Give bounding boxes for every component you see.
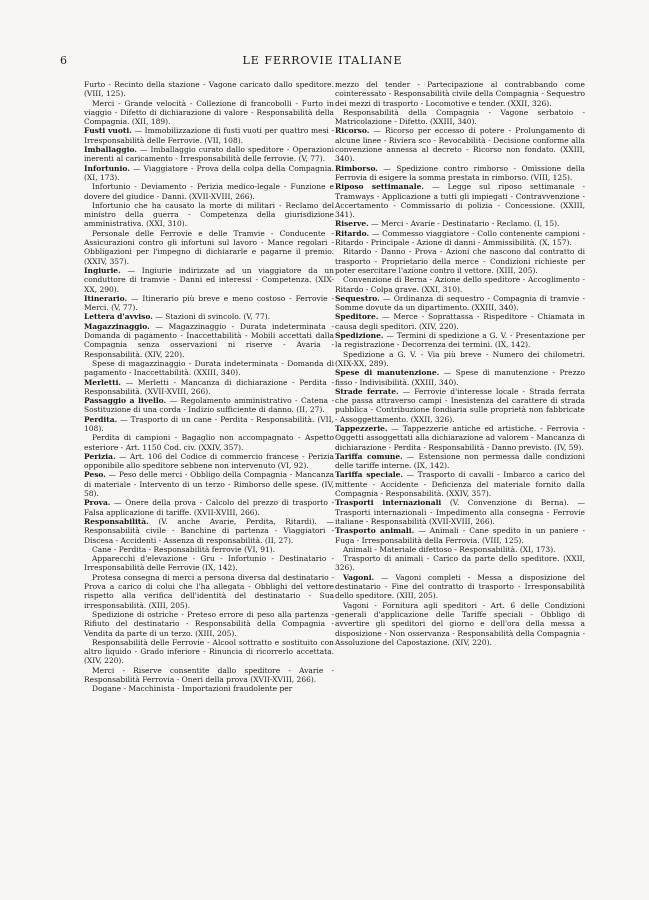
entry-text: — Estensione non permessa dalle condizioni delle tariffe interne. (IX, 142).: [335, 451, 585, 471]
entry-text: Dogane - Macchinista - Importazioni fraudolente per: [92, 684, 293, 694]
entry-text: — Immobilizzazione di fusti vuoti per quattro mesi - Irresponsabilità delle Ferrovie. (VII, 108).: [84, 126, 334, 145]
index-entry: [84, 99, 334, 127]
entry-text: — Tappezzerie antiche ed artistiche. - Ferrovia - Oggetti assoggettati alla dichiarazione ad valorem - Mancanza di dichiarazione - Perdita - Responsabilità - Danno previsto. (IV, 59).: [335, 423, 585, 452]
entry-headword: Ingiurie.: [84, 265, 121, 275]
entry-headword: Lettera d'avviso.: [84, 312, 153, 322]
index-entry: [335, 350, 585, 369]
entry-text: — Trasporto di un cane - Perdita - Responsabilità. (VII, 108).: [84, 414, 334, 433]
index-entry: [84, 322, 334, 359]
index-entry: [84, 396, 334, 415]
index-entry: [335, 182, 585, 219]
entry-headword: Itinerario.: [84, 293, 128, 303]
entry-text: — Spese di manutenzione - Prezzo fisso - Indivisibilità. (XXIII, 340).: [335, 368, 585, 387]
index-entry: [84, 610, 334, 638]
index-entry: [84, 684, 334, 693]
index-entry: [84, 359, 334, 378]
entry-text: Protesa consegna di merci a persona diversa dal destinatario - Prova a carico di colui che l'ha allegata - Obblighi del vettore rispetto alla verifica dell'identità del destinatario - Sua irresponsabilità. (XIII, 205).: [84, 572, 334, 610]
entry-text: — Commesso viaggiatore - Collo contenente campioni - Ritardo - Principale - Azione di danni - Ammissibilità. (X, 157).: [335, 228, 585, 248]
entry-headword: Passaggio a livello.: [84, 396, 167, 406]
entry-headword: Imballaggio.: [84, 145, 137, 155]
index-entry: [84, 554, 334, 573]
index-entry: [84, 378, 334, 397]
entry-text: Responsabilità della Compagnia - Vagone serbatoio - Matricolazione - Difetto. (XXIII, 340).: [335, 107, 585, 127]
entry-text: Merci - Grande velocità - Collezione di francobolli - Furto in viaggio - Difetto di dichiarazione di valore - Responsabilità della Compagnia. (XII, 189).: [84, 98, 334, 127]
page-header: [60, 54, 585, 70]
entry-text: — Imballaggio curato dallo speditore - Operazioni inerenti al caricamento - Irresponsabilità delle ferrovie. (V, 77).: [84, 145, 334, 164]
index-entry: [335, 108, 585, 127]
entry-headword: Peso.: [84, 470, 106, 480]
index-entry: [84, 126, 334, 145]
entry-text: mezzo del tender - Partecipazione al contrabbando come cointeressato - Responsabilità civile della Compagnia - Sequestro dei mezzi di trasporto - Locomotive e tender. (XXII, 326).: [335, 80, 585, 108]
index-entry: [335, 247, 585, 275]
entry-text: Responsabilità delle Ferrovie - Alcool sottratto e sostituito con altro liquido - Grado inferiore - Rinuncia di ricorrerlo accettata. (XIV, 220).: [84, 637, 334, 666]
entry-text: — Ingiurie indirizzate ad un viaggiatore da un conduttore di tramvie - Danni ed interessi - Competenza. (XIX-XX, 290).: [84, 265, 334, 294]
index-entry: [335, 164, 585, 183]
entry-text: — Ordinanza di sequestro - Compagnia di tramvie - Somme dovute da un dipartimento. (XXIII, 340).: [335, 293, 585, 313]
index-entry: [84, 182, 334, 201]
entry-text: — Art. 106 del Codice di commercio francese - Perizia opponibile allo speditore sebbene non intervenuto (VI, 92).: [84, 451, 334, 471]
index-entry: [335, 526, 585, 545]
entry-text: (V. anche Avarie, Perdita, Ritardi). — Responsabilità civile - Banchine di partenza - Viaggiatori - Discesa - Accidenti - Assenza di responsabilità. (II, 27).: [84, 516, 334, 545]
index-entry: [335, 470, 585, 498]
entry-text: — Merci - Avarie - Destinatario - Reclamo. (I, 15).: [368, 219, 560, 229]
entry-text: — Onere della prova - Calcolo del prezzo di trasporto - Falsa applicazione di tariffe. (XVII-XVIII, 266).: [84, 498, 334, 517]
index-entry: [84, 573, 334, 610]
entry-headword: Ritardo.: [335, 228, 370, 238]
index-entry: [84, 415, 334, 434]
entry-text: — Trasporto di cavalli - Imbarco a carico del mittente - Accidente - Deficienza del materiale fornito dalla Compagnia - Responsabilità. (XXIV, 357).: [335, 470, 585, 499]
entry-text: — Vagoni completi - Messa a disposizione del destinatario - Fine del contratto di trasporto - Irresponsabilità dello speditore. (XIII, 205).: [335, 572, 585, 601]
index-entry: [335, 294, 585, 313]
index-entry: [335, 229, 585, 248]
entry-headword: Ricorso.: [335, 126, 370, 136]
entry-text: — Spedizione contro rimborso - Omissione della Ferrovia di esigere la somma prestata in rimborso. (VIII, 125).: [335, 163, 585, 182]
index-entry: [335, 601, 585, 647]
entry-headword: Riposo settimanale.: [335, 182, 424, 192]
entry-text: — Itinerario più breve e meno costoso - Ferrovie - Merci. (V, 77).: [84, 293, 334, 313]
index-entry: [84, 145, 334, 164]
entry-text: Vagoni - Fornitura agli speditori - Art. 6 delle Condizioni generali d'applicazione delle Tariffe speciali - Obbligo di avvertire gli speditori del giorno e dell'ora della messa a disposizione - Non osservanza - Responsabilità della Compagnia - Assoluzione del Capostazione. (XIV, 220).: [335, 600, 585, 647]
left-column: [84, 80, 334, 780]
entry-text: Personale delle Ferrovie e delle Tramvie - Conducente - Assicurazioni contro gli infortuni sul lavoro - Mance regolari - Obbligazioni per l'impegno di dichiararle e pagarne il premio. (XXIV, 357).: [84, 228, 334, 266]
entry-text: — Merce - Soprattassa - Rispeditore - Chiamata in causa degli speditori. (XIV, 220).: [335, 312, 585, 331]
entry-text: Ritardo - Danno - Prova - Azioni che nascono dal contratto di trasporto - Proprietario della merce - Condizioni richieste per poter esercitare l'azione contro il vettore. (XIII, 205).: [335, 247, 585, 275]
entry-text: Merci - Riserve consentite dallo speditore - Avarie - Responsabilità Ferrovia - Oneri della prova (XVII-XVIII, 266).: [84, 665, 334, 684]
entry-headword: Vagoni.: [343, 572, 375, 582]
entry-text: — Termini di spedizione a G. V. - Presentazione per la registrazione - Decorrenza dei termini. (IX, 142).: [335, 331, 585, 350]
index-entry: [84, 229, 334, 266]
index-entry: [335, 452, 585, 471]
index-entry: [84, 638, 334, 666]
entry-headword: Infortunio.: [84, 163, 130, 173]
index-entry: [335, 331, 585, 350]
entry-headword: Tariffa comune.: [335, 451, 403, 461]
index-entry: [84, 312, 334, 321]
entry-text: Cane - Perdita - Responsabilità ferrovie (VI, 91).: [92, 544, 276, 554]
entry-text: — Ferrovie d'interesse locale - Strada ferrata che passa attraverso campi - Inesistenza del carattere di strada pubblica - Contribuzione fondiaria sulle proprietà non fabbricate - Assoggettamento. (XXII, 326).: [335, 386, 585, 424]
entry-text: Spedizione a G. V. - Via più breve - Numero dei chilometri. (XIX-XX, 289).: [335, 349, 585, 368]
index-entry: [335, 554, 585, 573]
running-title: LE FERROVIE ITALIANE: [242, 54, 403, 67]
index-entry: [84, 452, 334, 471]
index-entry: [335, 219, 585, 228]
index-entry: [335, 312, 585, 331]
entry-headword: Trasporto animali.: [335, 526, 415, 536]
entry-text: Spese di magazzinaggio - Durata indeterminata - Domanda di pagamento - Inaccettabilità. (XXIII, 340).: [84, 358, 334, 378]
entry-text: — Stazioni di svincolo. (V, 77).: [152, 312, 271, 322]
entry-text: — Merletti - Mancanza di dichiarazione - Perdita - Responsabilità. (XVII-XVIII, 266).: [84, 377, 334, 396]
index-entry: [335, 80, 585, 108]
index-entry: [84, 164, 334, 183]
entry-text: Perdita di campioni - Bagaglio non accompagnato - Aspetto esteriore - Art. 1150 Cod. civ. (XXIV, 357).: [84, 433, 334, 452]
index-entry: [335, 573, 585, 601]
entry-headword: Responsabilità.: [84, 516, 149, 526]
index-entry: [84, 433, 334, 452]
entry-text: — Magazzinaggio - Durata indeterminata - Domanda di pagamento - Inaccettabilità - Mobili accettati dalla Compagnia senza osservazioni ni riserve - Avaria - Responsabilità. (XIV, 220).: [84, 321, 334, 359]
entry-text: Trasporto di animali - Carico da parte dello speditore. (XXII, 326).: [335, 554, 585, 573]
index-entry: [335, 126, 585, 163]
entry-text: (V. Convenzione di Berna). — Trasporti internazionali - Impedimento alla consegna - Ferrovie italiane - Responsabilità (XVII-XVIII, 266).: [335, 498, 585, 526]
index-entry: [335, 275, 585, 294]
entry-text: — Peso delle merci - Obbligo della Compagnia - Mancanza di materiale - Intervento di un terzo - Rimborso delle spese. (IV, 58).: [84, 470, 334, 499]
entry-text: Apparecchi d'elevazione - Gru - Infortunio - Destinatario - Irresponsabilità delle Ferrovie (IX, 142).: [84, 554, 334, 573]
index-entry: [335, 545, 585, 554]
entry-text: Infortunio che ha causato la morte di militari - Reclamo del ministro della guerra - Competenza della giurisdizione amministrativa. (XXI, 310).: [84, 200, 334, 229]
entry-headword: Trasporti internazionali: [335, 498, 442, 508]
index-entry: [84, 498, 334, 517]
index-entry: [335, 424, 585, 452]
index-entry: [84, 517, 334, 545]
entry-headword: Tappezzerie.: [335, 423, 388, 433]
page-number: 6: [60, 54, 68, 67]
entry-headword: Magazzinaggio.: [84, 321, 150, 331]
index-entry: [84, 201, 334, 229]
entry-headword: Spedizione.: [335, 331, 384, 341]
entry-headword: Perdita.: [84, 414, 118, 424]
entry-text: Convenzione di Berna - Azione dello speditore - Accoglimento - Ritardo - Colpa grave. (XXI, 310).: [335, 275, 585, 294]
entry-headword: Perizia.: [84, 451, 116, 461]
index-entry: [335, 387, 585, 424]
entry-headword: Sequestro.: [335, 293, 380, 303]
entry-headword: Fusti vuoti.: [84, 126, 132, 136]
entry-headword: Rimborso.: [335, 163, 378, 173]
entry-headword: Spese di manutenzione.: [335, 368, 440, 378]
index-entry: [84, 294, 334, 313]
entry-headword: Riserve.: [335, 219, 369, 229]
entry-headword: Speditore.: [335, 312, 379, 322]
entry-text: Animali - Materiale difettoso - Responsabilità. (XI, 173).: [343, 544, 556, 554]
entry-headword: Strade ferrate.: [335, 386, 399, 396]
index-entry: [84, 80, 334, 99]
entry-headword: Prova.: [84, 498, 111, 508]
entry-text: Furto - Recinto della stazione - Vagone caricato dallo speditore. (VIII, 125).: [84, 80, 334, 99]
entry-text: Spedizione di ostriche - Preteso errore di peso alla partenza - Rifiuto del destinatario - Responsabilità della Compagnia - Vendita da parte di un terzo. (XIII, 205).: [84, 609, 334, 638]
entry-text: — Animali - Cane spedito in un paniere - Fuga - Irresponsabilità della Ferrovia. (VIII, 125).: [335, 526, 585, 545]
index-entry: [84, 545, 334, 554]
entry-text: — Ricorso per eccesso di potere - Prolungamento di alcune linee - Riviera sco - Revocabilità - Decisione conforme alla convenzione annessa al decreto - Ricorso non fondato. (XXIII, 340).: [335, 126, 585, 164]
entry-text: — Legge sul riposo settimanale - Tramways - Applicazione a tutti gli impiegati - Contravvenzione - Accertamento - Commissario di polizia - Concessione. (XXIII, 341).: [335, 182, 585, 220]
index-entry: [335, 498, 585, 526]
entry-text: — Regolamento amministrativo - Catena - Sostituzione di una corda - Indizio sufficiente di danno. (II, 27).: [84, 396, 334, 415]
entry-text: Infortunio - Deviamento - Perizia medico-legale - Funzione e dovere del giudice - Danni. (XVII-XVIII, 266).: [84, 182, 334, 201]
entry-headword: Tariffa speciale.: [335, 470, 404, 480]
index-entry: [335, 368, 585, 387]
entry-headword: Merletti.: [84, 377, 122, 387]
index-entry: [84, 666, 334, 685]
index-entry: [84, 470, 334, 498]
entry-text: — Viaggiatore - Prova della colpa della Compagnia. (XI, 173).: [84, 163, 334, 182]
index-entry: [84, 266, 334, 294]
right-column: [335, 80, 585, 780]
